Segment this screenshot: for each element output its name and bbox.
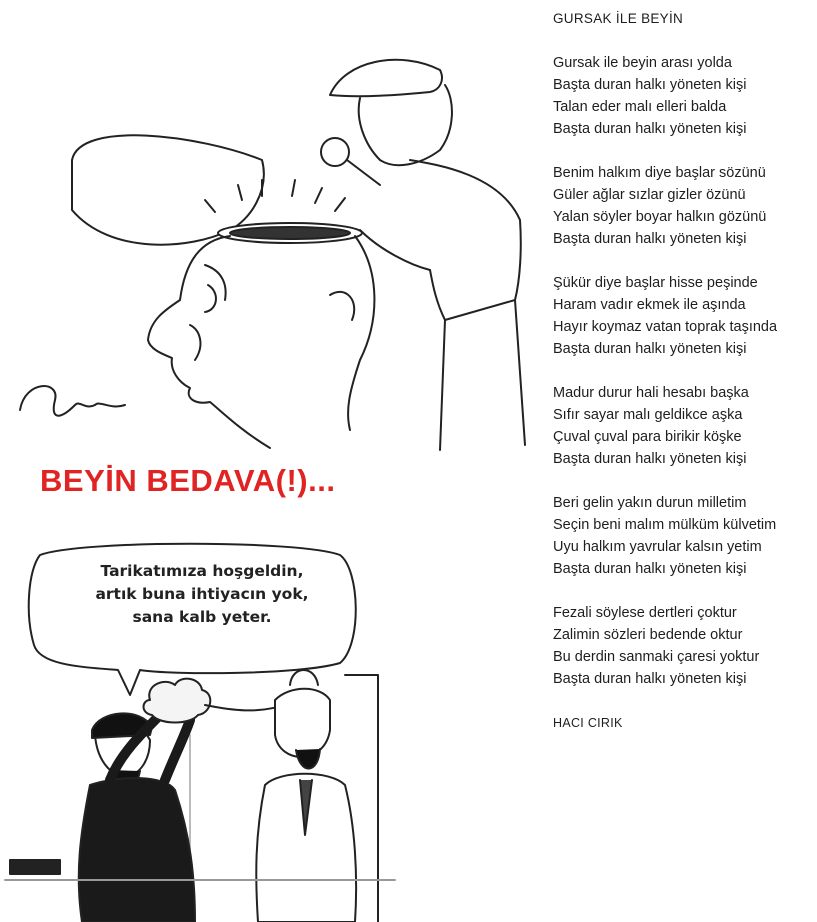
headline: BEYİN BEDAVA(!)... xyxy=(40,463,336,498)
poem-author: HACI CIRIK xyxy=(553,716,623,730)
poem-line: Bu derdin sanmaki çaresi yoktur xyxy=(553,649,760,665)
poem-line: Seçin beni malım mülküm külvetim xyxy=(553,517,777,533)
poem-line: Zalimin sözleri bedende oktur xyxy=(553,627,743,643)
poem-line: Haram vadır ekmek ile aşında xyxy=(553,297,746,313)
poem-line: Yalan söyler boyar halkın gözünü xyxy=(553,209,767,225)
poem-line: Güler ağlar sızlar gizler özünü xyxy=(553,187,746,203)
poem-line: Başta duran halkı yöneten kişi xyxy=(553,121,747,137)
poem-line: Şükür diye başlar hisse peşinde xyxy=(553,275,758,291)
poem-line: Beri gelin yakın durun milletim xyxy=(553,495,747,511)
poem-line: Uyu halkım yavrular kalsın yetim xyxy=(553,539,762,555)
poem-stanza xyxy=(553,382,817,470)
poem-line: Hayır koymaz vatan toprak taşında xyxy=(553,319,778,335)
poem-line: Talan eder malı elleri balda xyxy=(553,99,727,115)
speech-line: artık buna ihtiyacın yok, xyxy=(95,585,309,603)
poem-stanza xyxy=(553,162,817,250)
speech-line: sana kalb yeter. xyxy=(132,608,272,626)
poem-line: Başta duran halkı yöneten kişi xyxy=(553,671,747,687)
poem-line: Gursak ile beyin arası yolda xyxy=(553,55,732,71)
poem-line: Başta duran halkı yöneten kişi xyxy=(553,341,747,357)
poem-line: Benim halkım diye başlar sözünü xyxy=(553,165,766,181)
poem-stanza xyxy=(553,602,817,690)
poem-line: Başta duran halkı yöneten kişi xyxy=(553,561,747,577)
speech-bubble-text xyxy=(72,560,332,629)
poem-stanza xyxy=(553,272,817,360)
poem-title: GURSAK İLE BEYİN xyxy=(553,11,684,26)
poem-line: Başta duran halkı yöneten kişi xyxy=(553,231,747,247)
cartoon-open-head xyxy=(0,0,540,455)
poem-line: Sıfır sayar malı geldikce aşka xyxy=(553,407,743,423)
poem-line: Fezali söylese dertleri çoktur xyxy=(553,605,737,621)
poem-line: Çuval çuval para birikir köşke xyxy=(553,429,742,445)
poem-line: Madur durur hali hesabı başka xyxy=(553,385,749,401)
poem-stanza xyxy=(553,52,817,140)
poem-stanza xyxy=(553,492,817,580)
poem-line: Başta duran halkı yöneten kişi xyxy=(553,451,747,467)
poem-line: Başta duran halkı yöneten kişi xyxy=(553,77,747,93)
poem xyxy=(553,8,817,734)
speech-line: Tarikatımıza hoşgeldin, xyxy=(100,562,304,580)
